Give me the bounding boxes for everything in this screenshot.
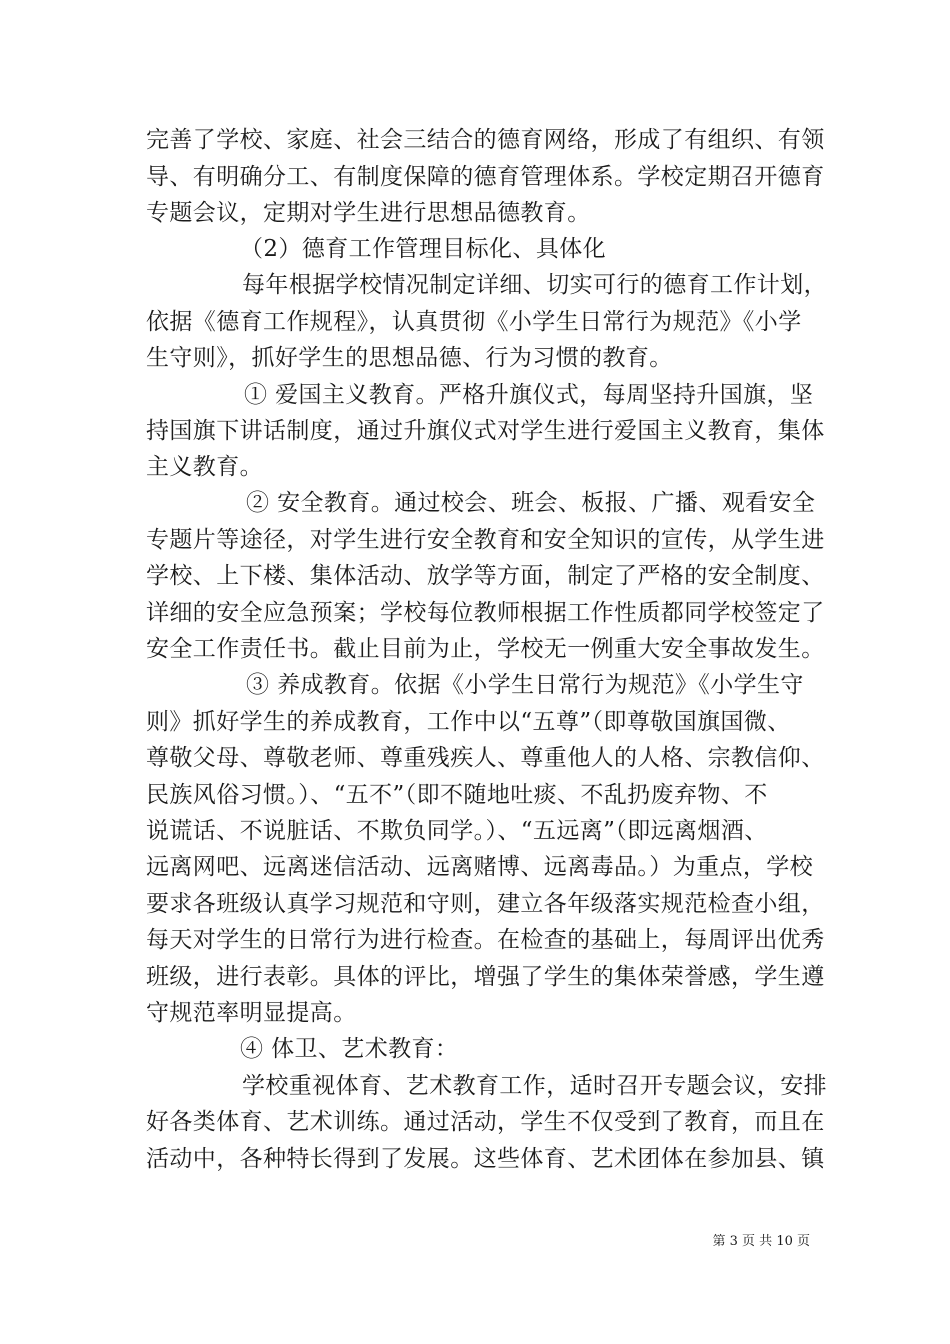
text-line: 好各类体育、艺术训练。通过活动，学生不仅受到了教育，而且在	[146, 1109, 825, 1135]
text-line: 依据《德育工作规程》，认真贯彻《小学生日常行为规范》《小学	[146, 309, 802, 335]
section-heading: （2）德育工作管理目标化、具体化	[240, 236, 607, 262]
text-line: 学校、上下楼、集体活动、放学等方面，制定了严格的安全制度、	[146, 563, 825, 589]
text-line: 专题片等途径，对学生进行安全教育和安全知识的宣传，从学生进	[146, 527, 825, 553]
text-line: ① 爱国主义教育。严格升旗仪式，每周坚持升国旗，坚	[244, 382, 814, 408]
text-line: 活动中，各种特长得到了发展。这些体育、艺术团体在参加县、镇	[146, 1146, 825, 1172]
text-line: 则》抓好学生的养成教育，工作中以“五尊”（即尊敬国旗国微、	[146, 709, 791, 735]
text-line: 每天对学生的日常行为进行检查。在检查的基础上，每周评出优秀	[146, 927, 825, 953]
text-line: 民族风俗习惯。）、“五不”（即不随地吐痰、不乱扔废弃物、不	[146, 782, 768, 808]
text-line: ② 安全教育。通过校会、班会、板报、广播、观看安全	[246, 490, 816, 516]
text-line: 说谎话、不说脏话、不欺负同学。）、“五远离”（即远离烟酒、	[146, 818, 768, 844]
text-line: 详细的安全应急预案；学校每位教师根据工作性质都同学校签定了	[146, 600, 825, 626]
text-line: 生守则》，抓好学生的思想品德、行为习惯的教育。	[146, 345, 673, 371]
section-heading: ④ 体卫、艺术教育：	[240, 1036, 459, 1062]
text-line: 要求各班级认真学习规范和守则，建立各年级落实规范检查小组，	[146, 891, 825, 917]
text-line: 尊敬父母、尊敬老师、尊重残疾人、尊重他人的人格、宗教信仰、	[146, 745, 825, 771]
text-line: 持国旗下讲话制度，通过升旗仪式对学生进行爱国主义教育，集体	[146, 418, 825, 444]
text-line: 学校重视体育、艺术教育工作，适时召开专题会议，安排	[242, 1073, 827, 1099]
text-line: 专题会议，定期对学生进行思想品德教育。	[146, 200, 591, 226]
text-line: 守规范率明显提高。	[146, 1000, 357, 1026]
text-line: 班级，进行表彰。具体的评比，增强了学生的集体荣誉感，学生遵	[146, 964, 825, 990]
text-line: 远离网吧、远离迷信活动、远离赌博、远离毒品。）为重点，学校	[146, 854, 814, 880]
text-line: 安全工作责任书。截止目前为止，学校无一例重大安全事故发生。	[146, 636, 825, 662]
page-number: 第 3 页 共 10 页	[712, 1234, 810, 1249]
text-line: 完善了学校、家庭、社会三结合的德育网络，形成了有组织、有领	[146, 127, 825, 153]
text-line: 每年根据学校情况制定详细、切实可行的德育工作计划，	[242, 272, 827, 298]
text-line: ③ 养成教育。依据《小学生日常行为规范》《小学生守	[246, 672, 804, 698]
text-line: 导、有明确分工、有制度保障的德育管理体系。学校定期召开德育	[146, 164, 825, 190]
text-line: 主义教育。	[146, 454, 263, 480]
